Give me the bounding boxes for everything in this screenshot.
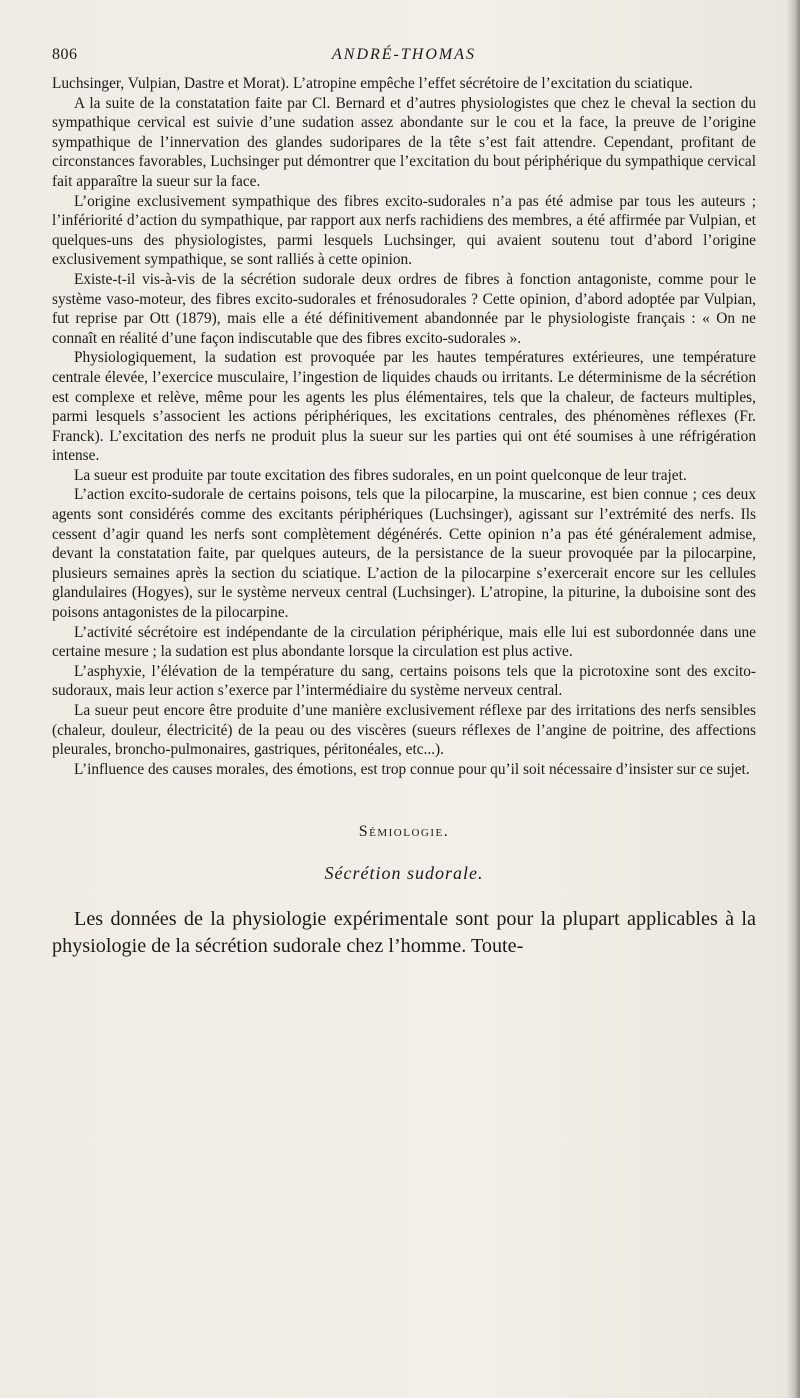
binding-shadow [786, 0, 800, 1398]
subsection-heading: Sécrétion sudorale. [324, 863, 484, 884]
paragraph: L’action excito-sudorale de certains poisons, tels que la pilocarpine, la muscarine, est bien connue ; ces deux agents sont considérés comme des excitants périphériques (Luchsinger), agissant sur l’extrémité des nerfs. Ils cessent d’agir quand les nerfs sont complètement dégénérés. Cette opinion n’a pas été généralement admise, devant la constatation faite, par quelques auteurs, de la persistance de la sueur provoquée par la pilocarpine, plusieurs semaines après la section du sciatique. L’action de la pilocarpine s’exercerait encore sur les cellules glandulaires (Hogyes), sur le système nerveux central (Luchsinger). L’atropine, la piturine, la duboisine sont des poisons antagonistes de la pilocarpine. [52, 486, 756, 622]
running-head: ANDRÉ-THOMAS [332, 46, 476, 63]
section-heading: Sémiologie. [358, 823, 450, 841]
page-header [52, 46, 756, 68]
paragraph: L’asphyxie, l’élévation de la température du sang, certains poisons tels que la picrotoxine sont des excito-sudoraux, mais leur action s’exerce par l’intermédiaire du système nerveux central. [52, 662, 756, 700]
paragraph: La sueur est produite par toute excitation des fibres sudorales, en un point quelconque de leur trajet. [74, 466, 687, 484]
paragraph: L’influence des causes morales, des émotions, est trop connue pour qu’il soit nécessaire d’insister sur ce sujet. [74, 760, 750, 778]
body-text [52, 74, 756, 779]
large-paragraph: Les données de la physiologie expérimentale sont pour la plupart applicables à la physiologie de la sécrétion sudorale chez l’homme. Toute- [52, 908, 756, 958]
paragraph: L’origine exclusivement sympathique des fibres excito-sudorales n’a pas été admise par tous les auteurs ; l’infériorité d’action du sympathique, par rapport aux nerfs rachidiens des membres, a été affirmée par Vulpian, et quelques-uns des physiologistes, parmi lesquels Luchsinger, qui avaient soutenu tout d’abord l’origine exclusivement sympathique, se sont ralliés à cette opinion. [52, 192, 756, 269]
paragraph: A la suite de la constatation faite par Cl. Bernard et d’autres physiologistes que chez le cheval la section du sympathique cervical est suivie d’une sudation assez abondante sur le cou et la face, la preuve de l’origine sympathique de l’innervation des glandes sudoripares de la tête s’est fait attendre. Cependant, profitant de circonstances favorables, Luchsinger put démontrer que l’excitation du bout périphérique du sympathique cervical fait apparaître la sueur sur la face. [52, 94, 756, 190]
large-text-block [52, 906, 756, 960]
page-number: 806 [52, 46, 78, 63]
paragraph: La sueur peut encore être produite d’une manière exclusivement réflexe par des irritations des nerfs sensibles (chaleur, douleur, électricité) de la peau ou des viscères (sueurs réflexes de l’angine de poitrine, des affections pleurales, broncho-pulmonaires, gastriques, péritonéales, etc...). [52, 702, 756, 759]
paragraph: Existe-t-il vis-à-vis de la sécrétion sudorale deux ordres de fibres à fonction antagoniste, comme pour le système vaso-moteur, des fibres excito-sudorales et frénosudorales ? Cette opinion, d’abord adoptée par Vulpian, fut reprise par Ott (1879), mais elle a été définitivement abandonnée par le physiologiste français : « On ne connaît en réalité d’une façon indiscutable que des fibres excito-sudorales ». [52, 270, 756, 347]
paragraph: Luchsinger, Vulpian, Dastre et Morat). L’atropine empêche l’effet sécrétoire de l’excitation du sciatique. [52, 75, 693, 92]
paragraph: L’activité sécrétoire est indépendante de la circulation périphérique, mais elle lui est subordonnée dans une certaine mesure ; la sudation est plus abondante lorsque la circulation est plus active. [52, 623, 756, 661]
paragraph: Physiologiquement, la sudation est provoquée par les hautes températures extérieures, une température centrale élevée, l’exercice musculaire, l’ingestion de liquides chauds ou irritants. Le déterminisme de la sécrétion est complexe et relève, même pour les agents les plus élémentaires, tels que la chaleur, de facteurs multiples, parmi lesquels s’associent les actions périphériques, les excitations centrales, des phénomènes réflexes (Fr. Franck). L’excitation des nerfs ne produit plus la sueur sur les parties qui ont été soumises à une réfrigération intense. [52, 349, 756, 465]
